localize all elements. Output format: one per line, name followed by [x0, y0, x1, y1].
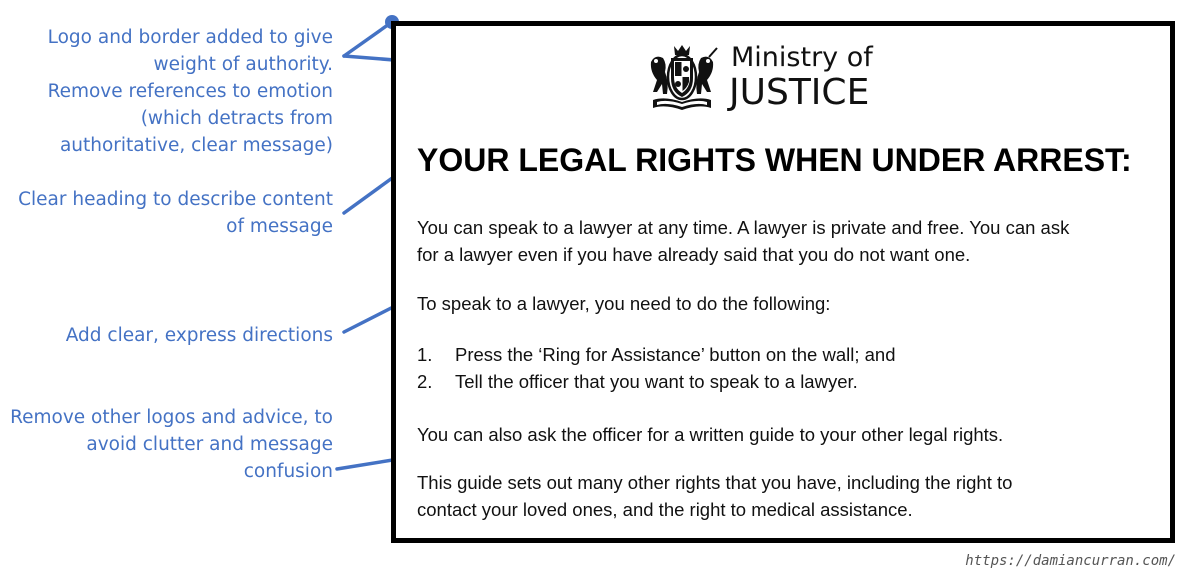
royal-coat-of-arms-icon [645, 42, 719, 114]
notice-heading: YOUR LEGAL RIGHTS WHEN UNDER ARREST: [417, 142, 1132, 178]
leader-line-border [344, 22, 392, 56]
annotation-line: Remove other logos and advice, to [10, 407, 333, 428]
annotation-directions [66, 322, 333, 349]
source-url: https://damiancurran.com/ [965, 553, 1176, 569]
annotation-line: weight of authority. [153, 54, 333, 75]
step-number: 2. [417, 371, 433, 392]
annotation-line: authoritative, clear message) [59, 135, 333, 156]
annotation-authority [48, 24, 333, 159]
paragraph-line: contact your loved ones, and the right to medical assistance. [417, 499, 913, 520]
annotation-clutter [10, 404, 333, 485]
annotation-line: avoid clutter and message [86, 434, 333, 455]
notice-step [417, 344, 895, 366]
annotation-line: (which detracts from [140, 108, 333, 129]
annotation-line: of message [226, 216, 333, 237]
notice-paragraph-guide: You can also ask the officer for a written guide to your other legal rights. [417, 424, 1004, 445]
step-text: Press the ‘Ring for Assistance’ button on the wall; and [455, 344, 896, 365]
annotation-line: Clear heading to describe content [18, 189, 333, 210]
annotation-line: confusion [243, 461, 333, 482]
logo-line-1: Ministry of [731, 42, 873, 73]
ministry-of-justice-logo [645, 42, 885, 114]
annotation-line: Add clear, express directions [65, 325, 333, 346]
step-text: Tell the officer that you want to speak to a lawyer. [455, 371, 858, 392]
notice-paragraph-lawyer [417, 214, 1069, 268]
annotation-heading [18, 186, 333, 240]
paragraph-line: You can speak to a lawyer at any time. A lawyer is private and free. You can ask [417, 217, 1070, 238]
annotation-line: Logo and border added to give [47, 27, 333, 48]
step-number: 1. [417, 344, 433, 365]
notice-directions-intro: To speak to a lawyer, you need to do the following: [417, 293, 831, 314]
logo-line-2: JUSTICE [729, 72, 870, 113]
paragraph-line: This guide sets out many other rights that you have, including the right to [417, 472, 1013, 493]
paragraph-line: for a lawyer even if you have already said that you do not want one. [417, 244, 971, 265]
notice-step [417, 371, 858, 393]
notice-paragraph-other-rights [417, 469, 1012, 523]
annotation-line: Remove references to emotion [47, 81, 333, 102]
